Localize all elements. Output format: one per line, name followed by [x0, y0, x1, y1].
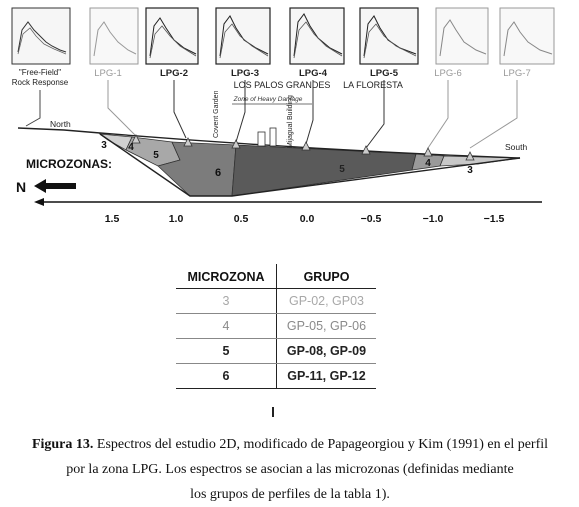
cell-microzona: 6 [176, 364, 277, 389]
table-divider-tail [272, 407, 274, 417]
spectrum-panel-lpg3 [216, 8, 270, 64]
cell-microzona: 3 [176, 289, 277, 314]
profile-labels [94, 68, 530, 79]
profile-label-lpg6: LPG-6 [434, 68, 462, 79]
caption-line-3: los grupos de perfiles de la tabla 1). [190, 487, 390, 502]
zone-number-4-left: 4 [128, 142, 134, 153]
axis-tick-label: 0.0 [299, 213, 315, 225]
spectrum-panel-lpg4 [290, 8, 344, 64]
north-label: North [50, 119, 71, 129]
caption-line-2: por la zona LPG. Los espectros se asocian a las microzonas (definidas mediante [66, 462, 514, 477]
spectrum-panel-lpg5 [360, 8, 418, 64]
zone-number-6: 6 [214, 167, 222, 179]
figure-svg [0, 0, 579, 232]
figure-caption [10, 432, 570, 507]
cell-grupo: GP-02, GP03 [277, 289, 377, 314]
spectra-figure [0, 0, 579, 232]
caption-figure-label: Figura 13. [31, 437, 94, 452]
spectrum-panel-rock [12, 8, 70, 64]
table-row [176, 289, 376, 314]
district-los-palos-grandes: LOS PALOS GRANDES [233, 80, 331, 90]
cell-grupo: GP-05, GP-06 [277, 314, 377, 339]
cell-microzona: 5 [176, 339, 277, 364]
header-microzona: MICROZONA [176, 264, 277, 289]
district-la-floresta: LA FLORESTA [343, 80, 403, 90]
caption-line-1 [10, 432, 570, 457]
table-header-row [176, 264, 376, 289]
profile-label-lpg5: LPG-5 [370, 68, 398, 79]
table-row [176, 339, 376, 364]
zone-number-3-left: 3 [101, 140, 107, 151]
spectrum-panel-lpg2 [146, 8, 198, 64]
spectrum-panel-lpg7 [500, 8, 554, 64]
zone-number-5-right: 5 [339, 164, 345, 175]
buildings [258, 128, 276, 146]
header-grupo: GRUPO [277, 264, 377, 289]
covent-garden-label: Covent Garden [213, 90, 220, 138]
axis-tick-label: −1.0 [422, 213, 444, 225]
spectrum-panel-lpg6 [436, 8, 488, 64]
north-arrow-icon [34, 179, 76, 193]
spectra-panels [12, 8, 554, 64]
caption-text-1: Espectros del estudio 2D, modificado de Papageorgiou y Kim (1991) en el perfil [93, 437, 549, 452]
axis-tick-label: 1.5 [104, 213, 120, 225]
zone-number-4-right: 4 [425, 158, 431, 169]
south-label: South [505, 142, 528, 152]
zone-number-5-left: 5 [153, 150, 159, 161]
table-row [176, 314, 376, 339]
cell-microzona: 4 [176, 314, 277, 339]
zone-heavy-damage-label: Zone of Heavy Damage [233, 96, 303, 103]
cell-grupo: GP-08, GP-09 [277, 339, 377, 364]
distance-axis [34, 198, 542, 225]
axis-tick-label: −0.5 [360, 213, 382, 225]
microzonas-title: MICROZONAS: [26, 157, 112, 171]
profile-label-lpg4: LPG-4 [299, 68, 327, 79]
microzona-table-wrap [176, 264, 386, 389]
axis-tick-label: 1.0 [168, 213, 184, 225]
profile-label-lpg1: LPG-1 [94, 68, 122, 79]
cell-grupo: GP-11, GP-12 [277, 364, 377, 389]
rock-response-label: Rock Response [11, 78, 69, 87]
spectrum-panel-lpg1 [90, 8, 138, 64]
zone-number-3-right: 3 [467, 165, 473, 176]
free-field-label: "Free-Field" [18, 68, 62, 77]
north-arrow-letter: N [16, 179, 27, 195]
axis-tick-labels [105, 213, 505, 225]
axis-tick-label: −1.5 [483, 213, 505, 225]
profile-label-lpg3: LPG-3 [231, 68, 259, 79]
profile-label-lpg7: LPG-7 [503, 68, 531, 79]
microzona-table [176, 264, 376, 389]
axis-tick-label: 0.5 [233, 213, 249, 225]
profile-label-lpg2: LPG-2 [160, 68, 188, 79]
table-row [176, 364, 376, 389]
mijagual-building-label: Mijagual Building [287, 95, 294, 148]
